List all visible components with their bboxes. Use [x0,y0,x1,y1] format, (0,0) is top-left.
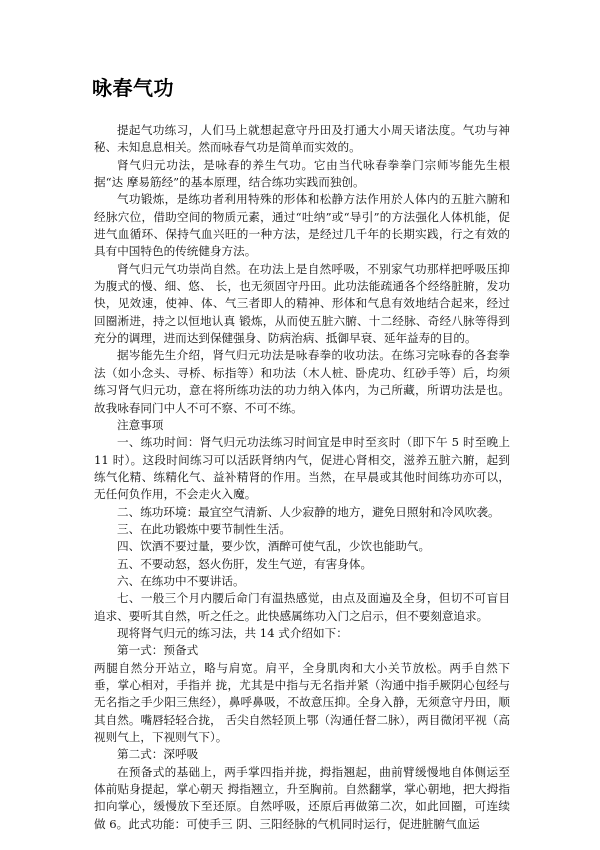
paragraph: 提起气功练习，人们马上就想起意守丹田及打通大小周天诸法度。气功与神秘、未知息息相关。然而咏春气功是简单而实效的。 [94,123,510,155]
paragraph: 肾气归元气功崇尚自然。在功法上是自然呼吸，不别家气功那样把呼吸压抑为腹式的慢、细、悠、 长，也无须固守丹田。此功法能疏通各个经络脏腑，发功快，见效速，使神、体、气三者即人的精神、形体和气息有效地结合起来，经过回圈淅进，持之以恒地认真 锻炼，从而使五脏六腑、十二经脉、奇经八脉等得到充分的调理，进而达到保健强身、防病治病、抵御早衰、延年益寿的目的。 [94,261,510,346]
paragraph: 肾气归元功法，是咏春的养生气功。它由当代咏春拳拳门宗师岑能先生根据“达 摩易筋经”的基本原理，结合练功实践而独创。 [94,157,510,190]
note-item: 六、在练功中不要讲话。 [117,573,245,588]
method-intro: 现将肾气归元的练习法，共 14 式介绍如下： [117,625,348,640]
notes-heading: 注意事项 [117,417,164,432]
form-text: 两腿自然分开站立，略与肩宽。肩平，全身肌肉和大小关节放松。两手自然下垂，掌心相对，手指并 拢，尤其是中指与无名指并紧（沟通中指手厥阴心包经与无名指之手少阳三焦经），鼻呼鼻吸，不故意压抑。全身入静，无须意守丹田，顺其自然。嘴唇轻轻合拢， 舌尖自然轻顶上鄂（沟通任督二脉），两目微闭平视（高视则气上，下视则气下）。 [94,660,510,745]
paragraph: 气功锻炼，是练功者利用特殊的形体和松静方法作用於人体内的五脏六腑和经脉穴位，借助空间的物质元素，通过“吐纳”或“导引”的方法强化人体机能，促进气血循环、保持气血兴旺的一种方法，是经过几千年的长期实践，行之有效的具有中国特色的传统健身方法。 [94,192,510,259]
document-body [94,122,510,833]
form-heading: 第一式：预备式 [117,643,199,658]
note-item: 二、练功环境：最宜空气清新、人少寂静的地方，避免日照射和冷风吹袭。 [117,504,500,519]
note-item: 五、不要动怒，怒火伤肝，发生气逆，有害身体。 [117,556,373,571]
note-item: 三、在此功锻炼中要节制性生活。 [117,521,291,536]
note-item: 一、练功时间：肾气归元功法练习时间宜是申时至亥时（即下午 5 时至晚上11 时）。这段时间练习可以活跃肾纳内气，促进心肾相交，滋养五脏六腑，起到练气化精、练精化气、益补精肾的作用。当然，在早晨或其他时间练功亦可以，无任何负作用，不会走火入魔。 [94,435,510,502]
document-title: 咏春气功 [92,76,174,100]
form-heading: 第二式：深呼吸 [117,747,199,762]
note-item: 四、饮酒不要过量，要少饮，酒醉可使气乱，少饮也能助气。 [117,539,431,554]
note-item: 七、一般三个月内腰后命门有温热感觉，由点及面遍及全身，但切不可盲目追求、要听其自然，听之任之。此快感属练功入门之启示，但不要刻意追求。 [94,591,510,623]
paragraph: 据岑能先生介绍，肾气归元功法是咏春拳的收功法。在练习完咏春的各套拳法（如小念头、寻桥、标指等）和功法（木人桩、卧虎功、红砂手等）后，均须练习肾气归元功，意在将所练功法的功力纳入体内，为己所藏，所谓功法是也。故我咏春同门中人不可不察、不可不练。 [94,348,510,415]
form-text: 在预备式的基础上，两手掌四指并拢，拇指翘起，曲前臂缓慢地自体侧运至体前贴身提起，掌心朝天 拇指翘立，升至胸前。自然翻掌，掌心朝地，把大拇指扣向掌心，缓慢放下至还原。自然呼吸，还原后再做第二次，如此回圈，可连续做 6。此式功能：可使手三 阴、三阳经脉的气机同时运行，促进脏腑气血运 [94,764,510,831]
